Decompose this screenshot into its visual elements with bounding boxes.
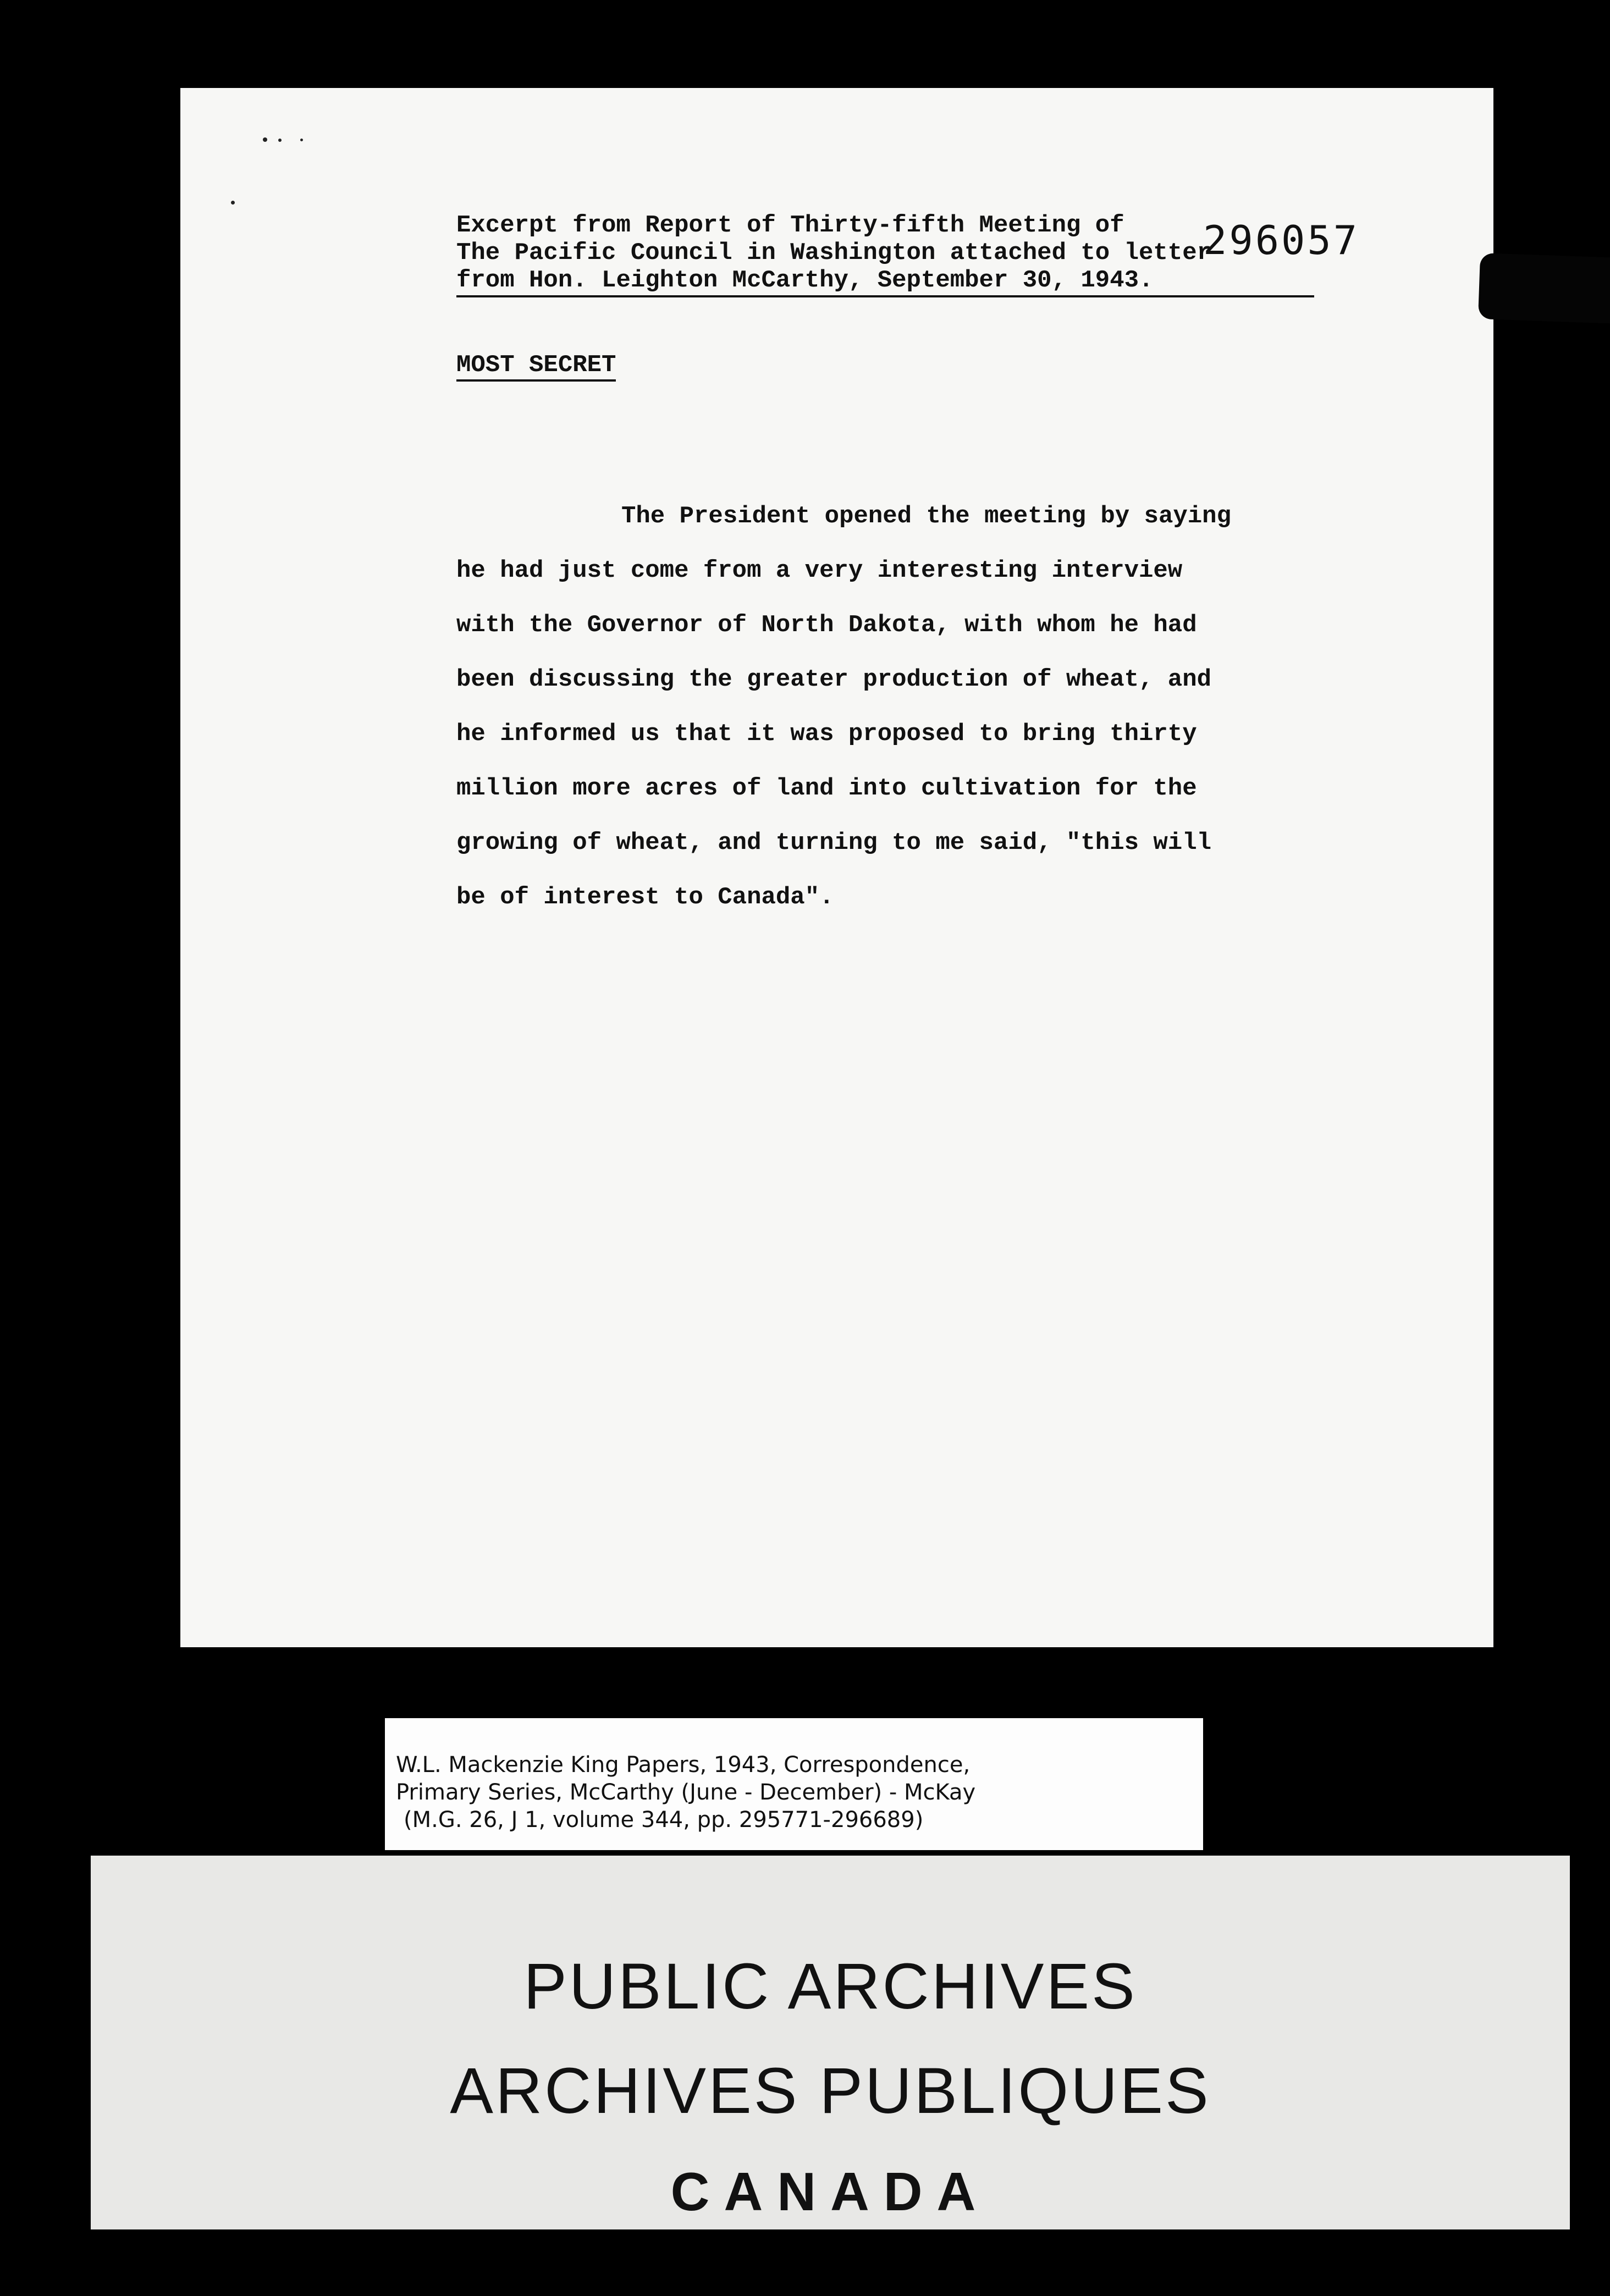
heading-line: Excerpt from Report of Thirty-fifth Meeting of [456,212,1124,239]
public-archives-banner [91,1856,1570,2229]
redaction-mark [1478,253,1610,324]
body-line: with the Governor of North Dakota, with whom he had [456,611,1197,639]
body-line: he informed us that it was proposed to bring thirty [456,720,1197,748]
body-line: been discussing the greater production of wheat, and [456,666,1212,693]
heading-line: The Pacific Council in Washington attached to letter [456,239,1212,267]
reference-line: (M.G. 26, J 1, volume 344, pp. 295771-296689) [404,1807,924,1833]
scan-speck [278,139,282,142]
stamped-page-number: 296057 [1203,217,1360,263]
banner-country: CANADA [670,2161,990,2222]
document-heading [456,212,1314,297]
body-line: be of interest to Canada". [456,884,834,911]
archive-reference-tag [385,1718,1203,1850]
reference-line: W.L. Mackenzie King Papers, 1943, Correspondence, [396,1752,971,1778]
body-line: growing of wheat, and turning to me said, "this will [456,829,1212,857]
banner-title-english: PUBLIC ARCHIVES [523,1950,1137,2023]
body-line: The President opened the meeting by saying [621,503,1231,530]
archive-reference-text [396,1751,975,1834]
classification-label: MOST SECRET [456,352,616,382]
scan-speck [231,201,235,205]
scan-speck [263,137,267,142]
body-line: million more acres of land into cultivation for the [456,775,1197,802]
heading-line: from Hon. Leighton McCarthy, September 30, 1943. [456,267,1314,297]
document-body [456,489,1314,925]
scan-speck [300,139,303,141]
reference-line: Primary Series, McCarthy (June - December) - McKay [396,1780,976,1805]
banner-title-french: ARCHIVES PUBLIQUES [450,2055,1211,2127]
body-line: he had just come from a very interesting interview [456,557,1183,584]
